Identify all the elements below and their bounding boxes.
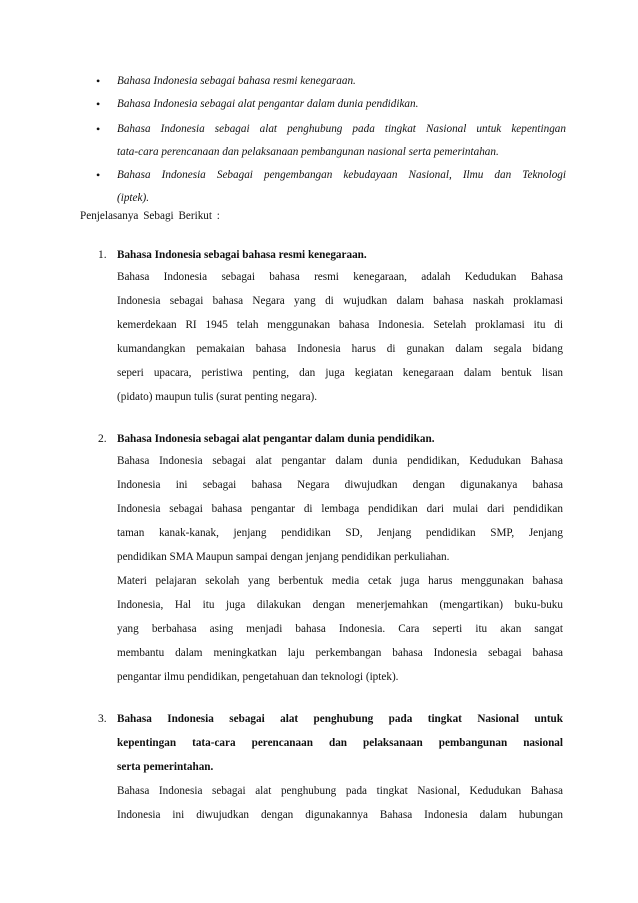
body-line: Indonesia sebagai bahasa Negara yang di wujudkan dalam bahasa naskah proklamasi [117, 295, 563, 307]
body-line: Indonesia, Hal itu juga dilakukan dengan menerjemahkan (mengartikan) buku-buku [117, 599, 563, 611]
body-line: Materi pelajaran sekolah yang berbentuk media cetak juga harus menggunakan bahasa [117, 575, 563, 587]
body-line: Indonesia ini diwujudkan dengan digunakannya Bahasa Indonesia dalam hubungan [117, 809, 563, 821]
section-heading: Bahasa Indonesia sebagai alat penghubung pada tingkat Nasional untuk [117, 713, 563, 725]
body-line: kumandangkan pemakaian bahasa Indonesia harus di gunakan dalam segala bidang [117, 343, 563, 355]
section-heading: serta pemerintahan. [117, 761, 214, 773]
section-heading: Bahasa Indonesia sebagai bahasa resmi kenegaraan. [117, 249, 367, 261]
section-heading: kepentingan tata-cara perencanaan dan pelaksanaan pembangunan nasional [117, 737, 563, 749]
body-line: pendidikan SMA Maupun sampai dengan jenjang pendidikan perkuliahan. [117, 551, 450, 563]
bullet-text: Bahasa Indonesia sebagai alat penghubung pada tingkat Nasional untuk kepentingan tata-cara perencanaan dan pelaksanaan pembangunan nasional serta pemerintahan. [117, 123, 566, 158]
section-number: 1. [98, 249, 107, 261]
bullet-icon: • [96, 74, 101, 88]
bullet-icon: • [96, 97, 101, 111]
body-line: pengantar ilmu pendidikan, pengetahuan dan teknologi (iptek). [117, 671, 399, 683]
bullet-text: Bahasa Indonesia sebagai bahasa resmi kenegaraan. [117, 75, 356, 87]
body-line: kemerdekaan RI 1945 telah menggunakan bahasa Indonesia. Setelah proklamasi itu di [117, 319, 563, 331]
intro-text: Penjelasanya Sebagi Berikut : [80, 210, 220, 222]
section-heading: Bahasa Indonesia sebagai alat pengantar dalam dunia pendidikan. [117, 433, 435, 445]
body-line: Indonesia sebagai bahasa pengantar di lembaga pendidikan dari mulai dari pendidikan [117, 503, 563, 515]
section-number: 2. [98, 433, 107, 445]
bullet-icon: • [96, 122, 101, 136]
body-line: membantu dalam meningkatkan laju perkembangan bahasa Indonesia sebagai bahasa [117, 647, 563, 659]
body-line: Indonesia ini sebagai bahasa Negara diwujudkan dengan digunakanya bahasa [117, 479, 563, 491]
body-line: (pidato) maupun tulis (surat penting negara). [117, 391, 318, 403]
body-line: yang berbahasa asing menjadi bahasa Indonesia. Cara seperti itu akan sangat [117, 623, 563, 635]
body-line: Bahasa Indonesia sebagai bahasa resmi kenegaraan, adalah Kedudukan Bahasa [117, 271, 563, 283]
body-line: seperi upacara, peristiwa penting, dan juga kegiatan kenegaraan dalam bentuk lisan [117, 367, 563, 379]
section-number: 3. [98, 713, 107, 725]
bullet-text: Bahasa Indonesia Sebagai pengembangan kebudayaan Nasional, Ilmu dan Teknologi (iptek). [117, 169, 566, 204]
bullet-icon: • [96, 168, 101, 182]
body-line: taman kanak-kanak, jenjang pendidikan SD, Jenjang pendidikan SMP, Jenjang [117, 527, 563, 539]
bullet-text: Bahasa Indonesia sebagai alat pengantar dalam dunia pendidikan. [117, 98, 419, 110]
body-line: Bahasa Indonesia sebagai alat penghubung pada tingkat Nasional, Kedudukan Bahasa [117, 785, 563, 797]
body-line: Bahasa Indonesia sebagai alat pengantar dalam dunia pendidikan, Kedudukan Bahasa [117, 455, 563, 467]
